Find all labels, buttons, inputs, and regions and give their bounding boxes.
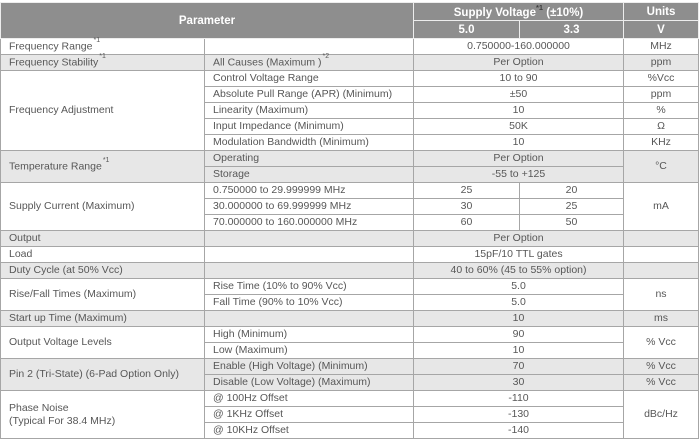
unit-phase-noise: dBc/Hz [624, 391, 699, 439]
value-high-minimum: 90 [414, 327, 624, 343]
datasheet-page [0, 2, 698, 437]
condition-1khz-offset: @ 1KHz Offset [205, 407, 414, 423]
table-body [1, 39, 699, 439]
row-output [1, 231, 699, 247]
unit-load [624, 247, 699, 263]
header-units-volts: V [624, 21, 699, 39]
footnote-marker: *1 [99, 53, 106, 61]
value-frequency-range: 0.750000-160.000000 [414, 39, 624, 55]
value-1khz-offset: -130 [414, 407, 624, 423]
param-phase-noise [1, 391, 205, 439]
param-startup-time: Start up Time (Maximum) [1, 311, 205, 327]
supply-voltage-tolerance: (±10%) [543, 6, 584, 19]
supply-voltage-footnote-marker: *1 [535, 3, 544, 13]
header-supply-5v0: 5.0 [414, 21, 520, 39]
unit-input-impedance: Ω [624, 119, 699, 135]
condition-all-causes [205, 55, 414, 71]
param-supply-current: Supply Current (Maximum) [1, 183, 205, 231]
param-duty-cycle: Duty Cycle (at 50% Vcc) [1, 263, 205, 279]
row-temperature-operating [1, 151, 699, 167]
unit-output [624, 231, 699, 247]
unit-linearity: % [624, 103, 699, 119]
table-header [1, 3, 699, 39]
unit-supply-current: mA [624, 183, 699, 231]
param-rise-fall-times: Rise/Fall Times (Maximum) [1, 279, 205, 311]
row-supply-current-low [1, 183, 699, 199]
row-phase-noise-100hz [1, 391, 699, 407]
row-duty-cycle [1, 263, 699, 279]
param-pin2-tristate: Pin 2 (Tri-State) (6-Pad Option Only) [1, 359, 205, 391]
param-label-line2: (Typical For 38.4 MHz) [9, 414, 116, 427]
value-enable: 70 [414, 359, 624, 375]
condition-linearity: Linearity (Maximum) [205, 103, 414, 119]
condition-freq-band-low: 0.750000 to 29.999999 MHz [205, 183, 414, 199]
condition-modulation-bandwidth: Modulation Bandwidth (Minimum) [205, 135, 414, 151]
value-input-impedance: 50K [414, 119, 624, 135]
unit-duty-cycle [624, 263, 699, 279]
value-rise-time: 5.0 [414, 279, 624, 295]
value-startup-time: 10 [414, 311, 624, 327]
param-label: Temperature Range [9, 160, 102, 173]
value-mid-5v0: 30 [414, 199, 520, 215]
header-units: Units [624, 3, 699, 21]
value-disable: 30 [414, 375, 624, 391]
header-parameter: Parameter [1, 3, 414, 39]
param-output-voltage-levels: Output Voltage Levels [1, 327, 205, 359]
condition-freq-band-high: 70.000000 to 160.000000 MHz [205, 215, 414, 231]
param-temperature-range [1, 151, 205, 183]
row-control-voltage-range [1, 71, 699, 87]
footnote-marker: *1 [102, 157, 110, 165]
unit-startup-time: ms [624, 311, 699, 327]
value-low-maximum: 10 [414, 343, 624, 359]
value-output: Per Option [414, 231, 624, 247]
condition-label: All Causes (Maximum ) [213, 56, 322, 69]
row-frequency-stability [1, 55, 699, 71]
value-storage: -55 to +125 [414, 167, 624, 183]
param-label-line1: Phase Noise [9, 402, 69, 415]
row-rise-time [1, 279, 699, 295]
unit-frequency-stability: ppm [624, 55, 699, 71]
condition-storage: Storage [205, 167, 414, 183]
condition-rise-time: Rise Time (10% to 90% Vcc) [205, 279, 414, 295]
value-operating: Per Option [414, 151, 624, 167]
unit-disable: % Vcc [624, 375, 699, 391]
condition-empty [205, 39, 414, 55]
condition-freq-band-mid: 30.000000 to 69.999999 MHz [205, 199, 414, 215]
header-supply-3v3: 3.3 [520, 21, 624, 39]
condition-empty [205, 231, 414, 247]
row-startup-time [1, 311, 699, 327]
value-load: 15pF/10 TTL gates [414, 247, 624, 263]
unit-enable: % Vcc [624, 359, 699, 375]
condition-control-voltage-range: Control Voltage Range [205, 71, 414, 87]
supply-voltage-label: Supply Voltage [453, 6, 536, 19]
oscillator-spec-table [0, 2, 699, 439]
unit-output-voltage-levels: % Vcc [624, 327, 699, 359]
unit-modulation-bandwidth: KHz [624, 135, 699, 151]
row-pin2-enable [1, 359, 699, 375]
param-label: Frequency Stability [9, 56, 99, 69]
unit-temperature-range: °C [624, 151, 699, 183]
value-mid-3v3: 25 [520, 199, 624, 215]
value-modulation-bandwidth: 10 [414, 135, 624, 151]
row-output-voltage-high [1, 327, 699, 343]
footnote-marker: *2 [322, 53, 330, 61]
condition-disable: Disable (Low Voltage) (Maximum) [205, 375, 414, 391]
value-fall-time: 5.0 [414, 295, 624, 311]
condition-high-minimum: High (Minimum) [205, 327, 414, 343]
unit-control-voltage-range: %Vcc [624, 71, 699, 87]
condition-empty [205, 263, 414, 279]
value-linearity: 10 [414, 103, 624, 119]
condition-operating: Operating [205, 151, 414, 167]
value-high-3v3: 50 [520, 215, 624, 231]
param-load: Load [1, 247, 205, 263]
condition-fall-time: Fall Time (90% to 10% Vcc) [205, 295, 414, 311]
value-frequency-stability: Per Option [414, 55, 624, 71]
condition-empty [205, 311, 414, 327]
value-low-5v0: 25 [414, 183, 520, 199]
value-100hz-offset: -110 [414, 391, 624, 407]
header-supply-voltage [414, 3, 624, 21]
unit-frequency-range: MHz [624, 39, 699, 55]
unit-rise-fall-times: ns [624, 279, 699, 311]
footnote-marker: *1 [93, 37, 101, 45]
condition-100hz-offset: @ 100Hz Offset [205, 391, 414, 407]
condition-absolute-pull-range: Absolute Pull Range (APR) (Minimum) [205, 87, 414, 103]
condition-enable: Enable (High Voltage) (Minimum) [205, 359, 414, 375]
value-duty-cycle: 40 to 60% (45 to 55% option) [414, 263, 624, 279]
value-low-3v3: 20 [520, 183, 624, 199]
value-10khz-offset: -140 [414, 423, 624, 439]
value-high-5v0: 60 [414, 215, 520, 231]
value-absolute-pull-range: ±50 [414, 87, 624, 103]
condition-10khz-offset: @ 10KHz Offset [205, 423, 414, 439]
condition-input-impedance: Input Impedance (Minimum) [205, 119, 414, 135]
row-load [1, 247, 699, 263]
param-frequency-adjustment: Frequency Adjustment [1, 71, 205, 151]
condition-empty [205, 247, 414, 263]
param-label: Frequency Range [9, 40, 93, 53]
param-frequency-stability [1, 55, 205, 71]
value-control-voltage-range: 10 to 90 [414, 71, 624, 87]
unit-absolute-pull-range: ppm [624, 87, 699, 103]
condition-low-maximum: Low (Maximum) [205, 343, 414, 359]
param-output: Output [1, 231, 205, 247]
